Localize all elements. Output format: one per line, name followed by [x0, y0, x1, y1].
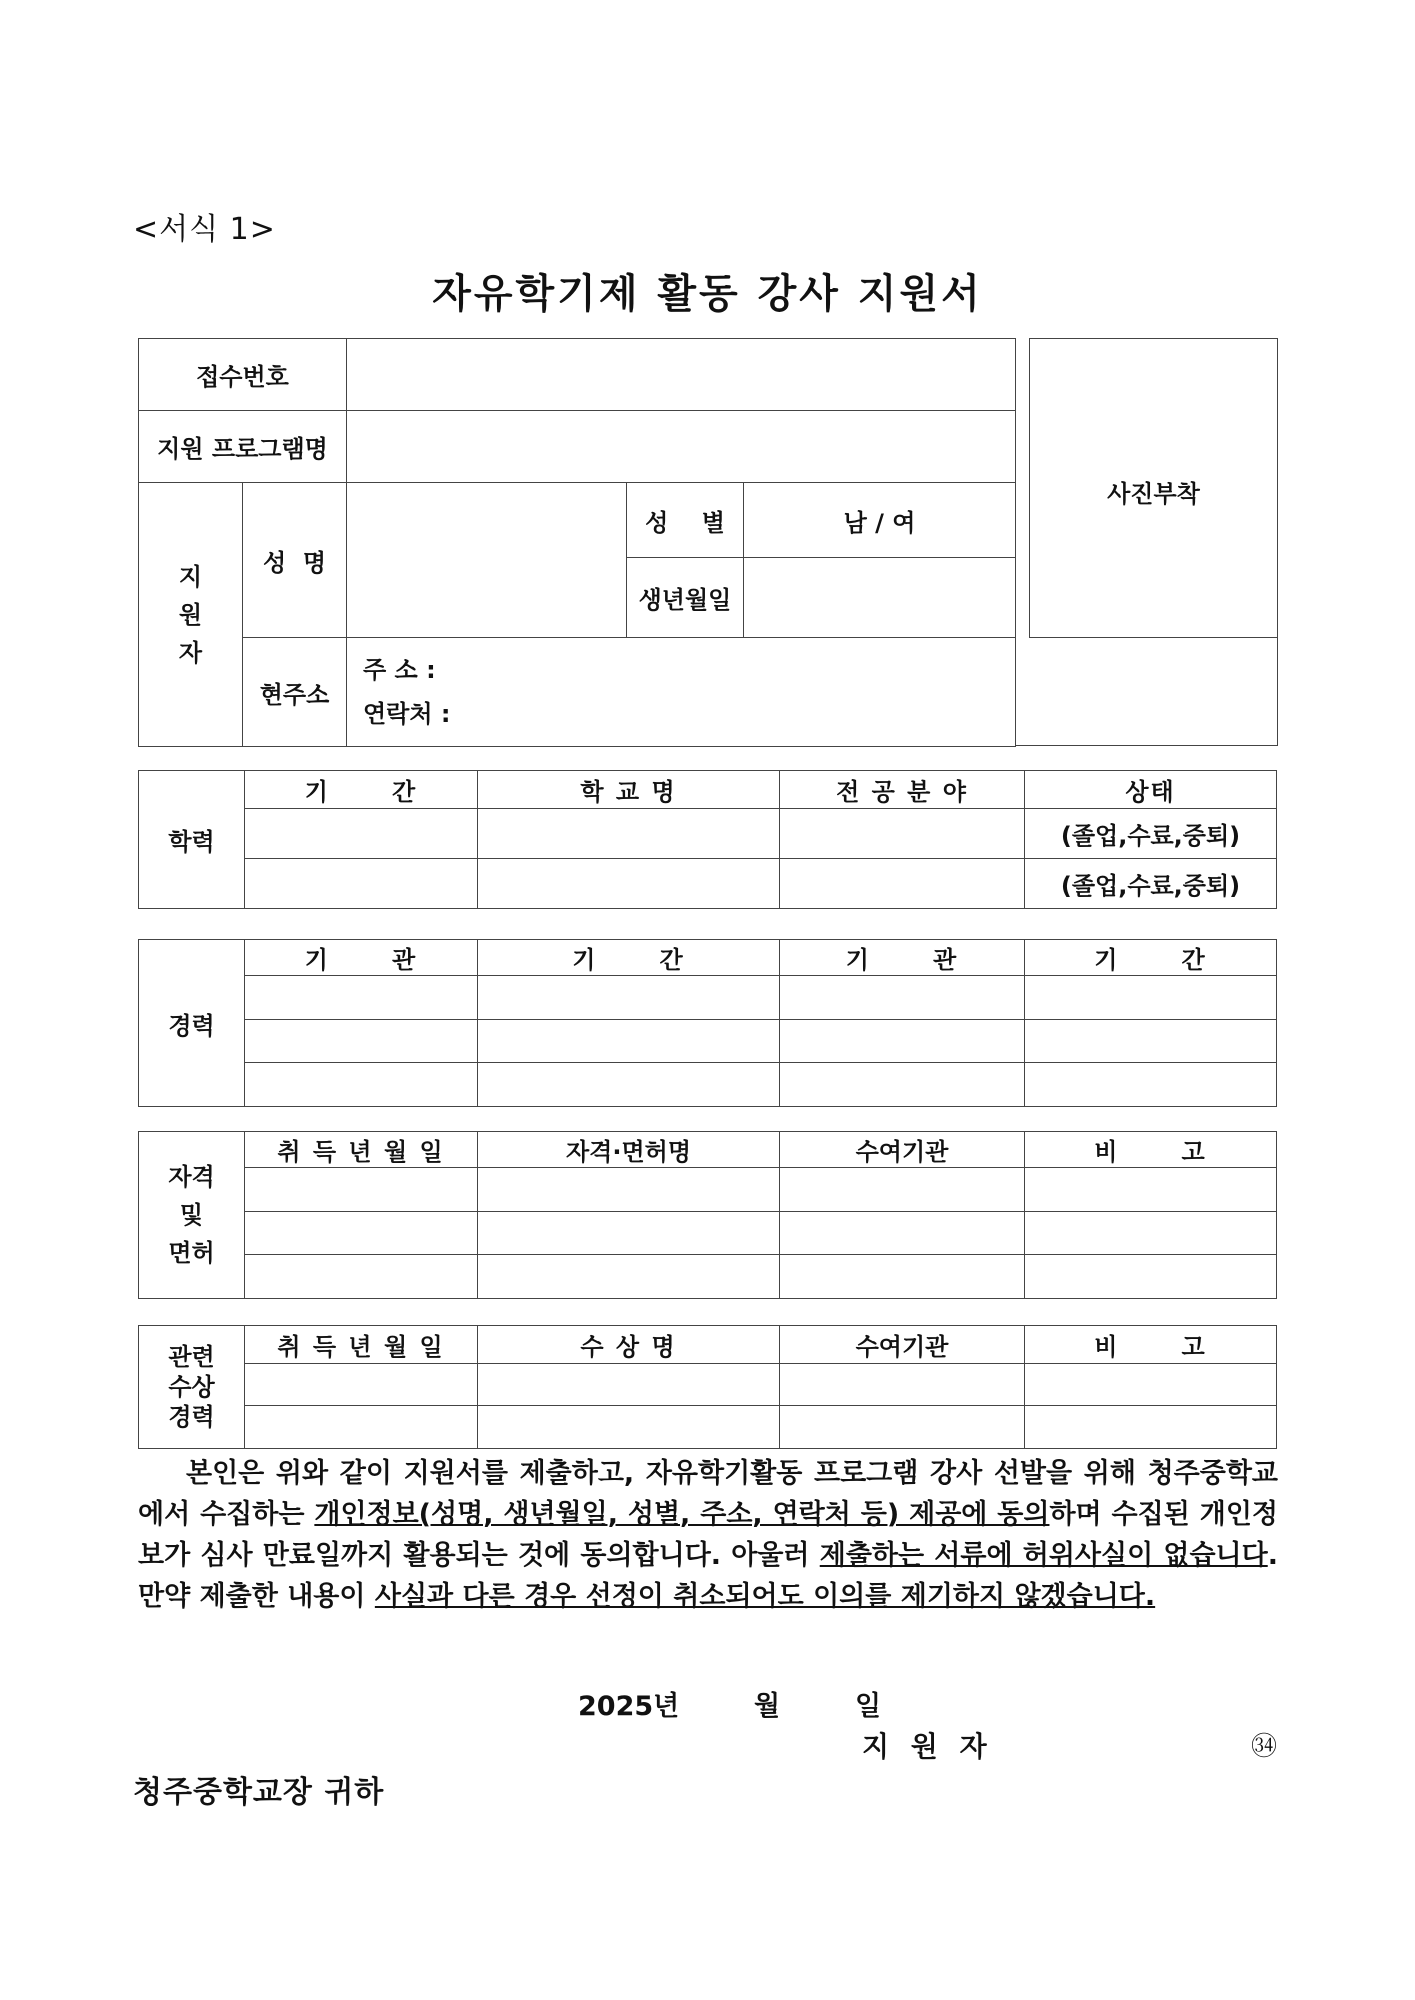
- birthdate-label: 생년월일: [627, 558, 744, 638]
- table-cell[interactable]: [478, 976, 780, 1020]
- date-line: [578, 1684, 881, 1723]
- table-cell[interactable]: [478, 1406, 780, 1449]
- address-field[interactable]: [347, 638, 1016, 747]
- consent-text-1: 본인은 위와 같이 지원서를 제출하고, 자유학기활동 프로그램 강사 선발을 위해 청주중학교에서 수집하는: [138, 1458, 1278, 1530]
- consent-statement: [138, 1453, 1278, 1617]
- receipt-number-label: 접수번호: [139, 339, 347, 411]
- photo-label: 사진부착: [1107, 480, 1200, 508]
- awards-header-date: 취 득 년 월 일: [245, 1326, 478, 1364]
- education-status-cell[interactable]: (졸업,수료,중퇴): [1025, 809, 1277, 859]
- table-cell[interactable]: [780, 1020, 1025, 1063]
- applicant-info-table: [138, 338, 1016, 747]
- address-label: 현주소: [243, 638, 347, 747]
- table-cell[interactable]: [780, 1406, 1025, 1449]
- table-cell[interactable]: [245, 1168, 478, 1212]
- photo-box[interactable]: [1029, 338, 1278, 638]
- table-cell[interactable]: [478, 1212, 780, 1255]
- career-header-period-2: 기 간: [1025, 940, 1277, 976]
- education-status-cell[interactable]: (졸업,수료,중퇴): [1025, 859, 1277, 909]
- receipt-number-field[interactable]: [347, 339, 1016, 411]
- awards-label: 관련 수상 경력: [139, 1326, 245, 1449]
- education-table: [138, 770, 1277, 909]
- license-table: [138, 1131, 1277, 1299]
- table-cell[interactable]: [780, 1212, 1025, 1255]
- table-cell[interactable]: [478, 1364, 780, 1406]
- consent-text-2: 하며 수집된 개인정보가 심사 만료일까지 활용되는 것에 동의합니다. 아울러: [138, 1499, 1278, 1571]
- consent-text-3: . 만약 제출한 내용이: [138, 1540, 1278, 1612]
- awards-header-name: 수 상 명: [478, 1326, 780, 1364]
- table-cell[interactable]: [478, 1020, 780, 1063]
- table-cell[interactable]: [245, 1063, 478, 1107]
- license-header-remarks: 비 고: [1025, 1132, 1277, 1168]
- table-cell[interactable]: [478, 1063, 780, 1107]
- awards-table: [138, 1325, 1277, 1449]
- table-cell[interactable]: [245, 809, 478, 859]
- seal-mark[interactable]: ㉞: [1251, 1732, 1278, 1762]
- date-day[interactable]: 일: [854, 1691, 882, 1722]
- career-header-period: 기 간: [478, 940, 780, 976]
- career-label: 경력: [139, 940, 245, 1107]
- table-cell[interactable]: [245, 1364, 478, 1406]
- applicant-label: 지 원 자: [139, 483, 243, 747]
- name-label: 성 명: [243, 483, 347, 638]
- table-cell[interactable]: [1025, 1212, 1277, 1255]
- consent-underlined-3: 사실과 다른 경우 선정이 취소되어도 이의를 제기하지 않겠습니다.: [374, 1581, 1156, 1612]
- education-header-status: 상태: [1025, 771, 1277, 809]
- address-line: 주 소 :: [363, 656, 436, 684]
- career-table: [138, 939, 1277, 1107]
- table-cell[interactable]: [780, 1168, 1025, 1212]
- table-cell[interactable]: [1025, 1406, 1277, 1449]
- education-label: 학력: [139, 771, 245, 909]
- name-field[interactable]: [347, 483, 627, 638]
- table-cell[interactable]: [780, 1063, 1025, 1107]
- education-header-school: 학 교 명: [478, 771, 780, 809]
- applicant-signature-label: 지 원 자: [862, 1730, 993, 1763]
- table-cell[interactable]: [780, 976, 1025, 1020]
- table-cell[interactable]: [478, 809, 780, 859]
- photo-area-frame: [1015, 638, 1278, 746]
- license-label: 자격 및 면허: [139, 1132, 245, 1299]
- program-name-label: 지원 프로그램명: [139, 411, 347, 483]
- table-cell[interactable]: [245, 1406, 478, 1449]
- date-month[interactable]: 월: [754, 1691, 781, 1722]
- birthdate-field[interactable]: [744, 558, 1016, 638]
- table-cell[interactable]: [478, 1255, 780, 1299]
- awards-header-issuer: 수여기관: [780, 1326, 1025, 1364]
- addressee: 청주중학교장 귀하: [133, 1775, 385, 1810]
- table-cell[interactable]: [1025, 1255, 1277, 1299]
- table-cell[interactable]: [1025, 1168, 1277, 1212]
- table-cell[interactable]: [1025, 976, 1277, 1020]
- education-header-major: 전 공 분 야: [780, 771, 1025, 809]
- table-cell[interactable]: [245, 1212, 478, 1255]
- table-cell[interactable]: [780, 1364, 1025, 1406]
- license-header-issuer: 수여기관: [780, 1132, 1025, 1168]
- awards-header-remarks: 비 고: [1025, 1326, 1277, 1364]
- education-header-period: 기 간: [245, 771, 478, 809]
- table-cell[interactable]: [245, 1020, 478, 1063]
- document-title: 자유학기제 활동 강사 지원서: [432, 271, 983, 317]
- form-number: <서식 1>: [133, 212, 276, 247]
- career-header-institution-2: 기 관: [780, 940, 1025, 976]
- gender-field[interactable]: 남 / 여: [744, 483, 1016, 558]
- table-cell[interactable]: [1025, 1063, 1277, 1107]
- table-cell[interactable]: [780, 1255, 1025, 1299]
- contact-line: 연락처 :: [363, 700, 451, 728]
- license-header-name: 자격·면허명: [478, 1132, 780, 1168]
- table-cell[interactable]: [1025, 1020, 1277, 1063]
- table-cell[interactable]: [1025, 1364, 1277, 1406]
- table-cell[interactable]: [780, 859, 1025, 909]
- table-cell[interactable]: [245, 1255, 478, 1299]
- date-year: 2025년: [578, 1691, 680, 1722]
- table-cell[interactable]: [478, 1168, 780, 1212]
- consent-underlined-2: 제출하는 서류에 허위사실이 없습니다: [819, 1540, 1268, 1571]
- table-cell[interactable]: [245, 976, 478, 1020]
- program-name-field[interactable]: [347, 411, 1016, 483]
- table-cell[interactable]: [478, 859, 780, 909]
- career-header-institution: 기 관: [245, 940, 478, 976]
- license-header-date: 취 득 년 월 일: [245, 1132, 478, 1168]
- table-cell[interactable]: [245, 859, 478, 909]
- consent-underlined-1: 개인정보(성명, 생년월일, 성별, 주소, 연락처 등) 제공에 동의: [314, 1499, 1050, 1530]
- gender-label: 성 별: [627, 483, 744, 558]
- table-cell[interactable]: [780, 809, 1025, 859]
